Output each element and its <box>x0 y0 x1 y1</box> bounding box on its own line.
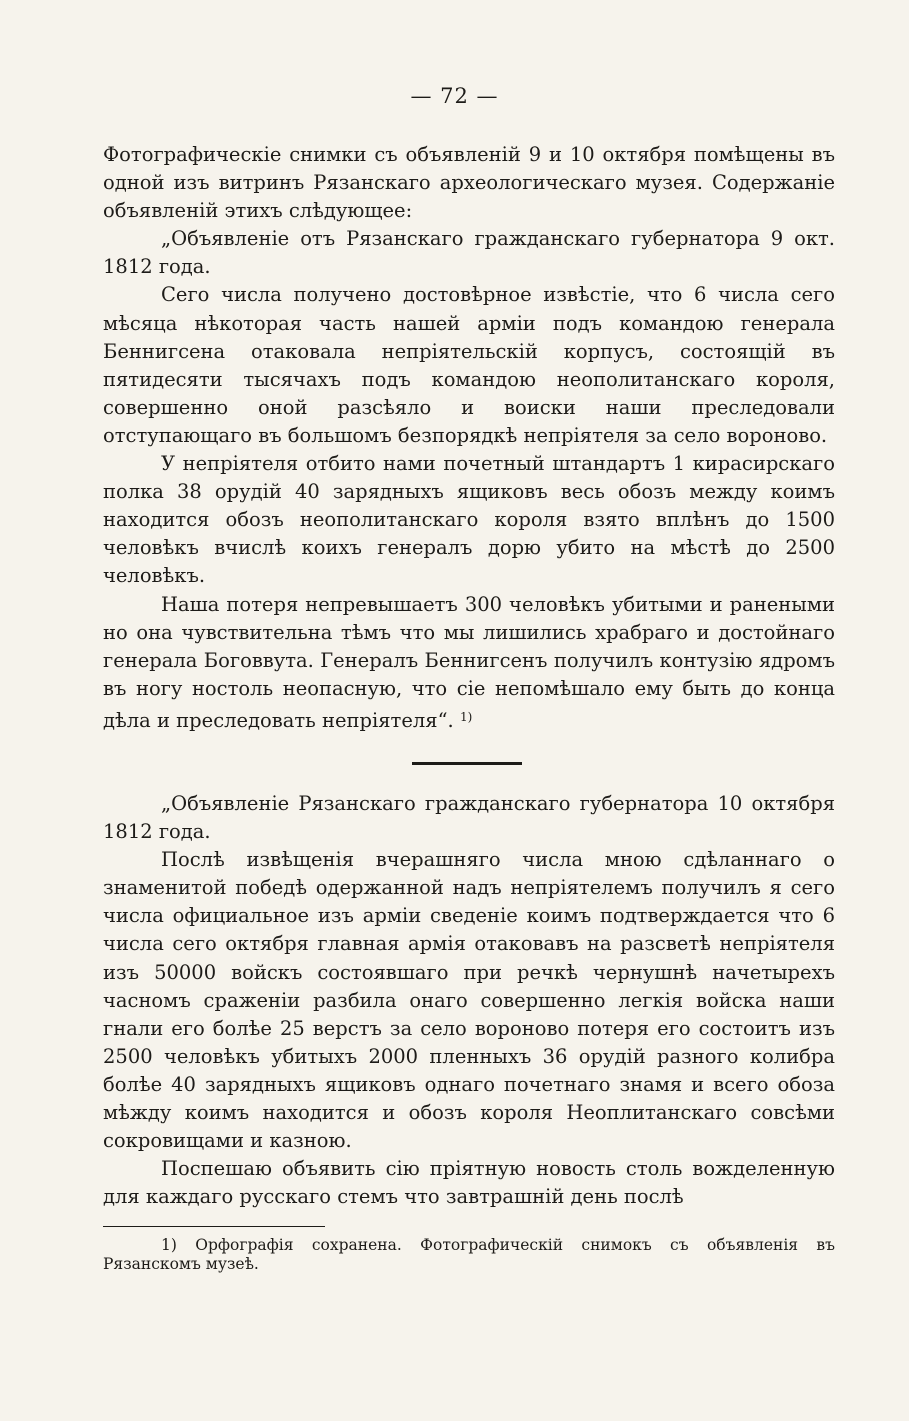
page-number: — 72 — <box>410 84 499 108</box>
footnote-marker: 1) <box>161 1236 177 1254</box>
footnote-reference[interactable]: 1) <box>459 709 473 724</box>
announcement-2-title: „Объявленіе Рязанскаго гражданскаго губернатора 10 октября 1812 года. <box>103 792 835 844</box>
announcement-2-paragraph-1: Послѣ извѣщенія вчерашняго числа мною сдѣланнаго о знаменитой победѣ одержанной надъ непріятелемъ получилъ я сего числа официальное изъ арміи сведеніе коимъ подтверждается что 6 числа сего октября главная армія отаковавъ на разсветѣ непріятеля изъ 50000 войскъ состоявшаго при речкѣ чернушнѣ начетырехъ часномъ сраженіи разбила онаго совершенно легкія войска наши гнали его болѣе 25 верстъ за село вороново потеря его состоитъ изъ 2500 человѣкъ убитыхъ 2000 пленныхъ 36 орудій разного колибра болѣе 40 зарядныхъ ящиковъ однаго почетнаго знамя и всего обоза мѣжду коимъ находится и обозъ короля Неоплитанскаго совсѣми сокровищами и казною. <box>103 848 835 1153</box>
section-divider <box>412 762 522 765</box>
announcement-1-paragraph-3 <box>103 591 835 735</box>
main-text-lower <box>103 790 835 1211</box>
intro-paragraph: Фотографическіе снимки съ объявленій 9 и 10 октября помѣщены въ одной изъ витринъ Рязанскаго археологическаго музея. Содержаніе объявленій этихъ слѣдующее: <box>103 143 835 223</box>
footnote-rule <box>103 1226 325 1227</box>
announcement-1-title: „Объявленіе отъ Рязанскаго гражданскаго губернатора 9 окт. 1812 года. <box>103 227 835 279</box>
footnote <box>103 1236 835 1274</box>
footnote-text: Орфографія сохранена. Фотографическій снимокъ съ объявленія въ Рязанскомъ музеѣ. <box>103 1236 835 1273</box>
announcement-1-paragraph-1: Сего числа получено достовѣрное извѣстіе, что 6 числа сего мѣсяца нѣкоторая часть нашей арміи подъ командою генерала Беннигсена отаковала непріятельскій корпусъ, состоящій въ пятидесяти тысячахъ подъ командою неополитанскаго короля, совершенно оной разсѣяло и воиски наши преследовали отступающаго въ большомъ безпорядкѣ непріятеля за село вороново. <box>103 283 835 447</box>
announcement-2-paragraph-2: Поспешаю объявить сію пріятную новость столь вожделенную для каждаго русскаго стемъ что завтрашній день послѣ <box>103 1157 835 1209</box>
main-text-upper <box>103 141 835 735</box>
announcement-1-paragraph-3-text: Наша потеря непревышаетъ 300 человѣкъ убитыми и ранеными но она чувствительна тѣмъ что мы лишились храбраго и достойнаго генерала Боговвута. Генералъ Беннигсенъ получилъ контузію ядромъ въ ногу ностоль неопасную, что сіе непомѣшало ему быть до конца дѣла и преследовать непріятеля“. <box>103 592 835 732</box>
announcement-1-paragraph-2: У непріятеля отбито нами почетный штандартъ 1 кирасирскаго полка 38 орудій 40 зарядныхъ ящиковъ весь обозъ между коимъ находится обозъ неополитанскаго короля взято вплѣнъ до 1500 человѣкъ вчислѣ коихъ генералъ дорю убито на мѣстѣ до 2500 человѣкъ. <box>103 452 835 588</box>
